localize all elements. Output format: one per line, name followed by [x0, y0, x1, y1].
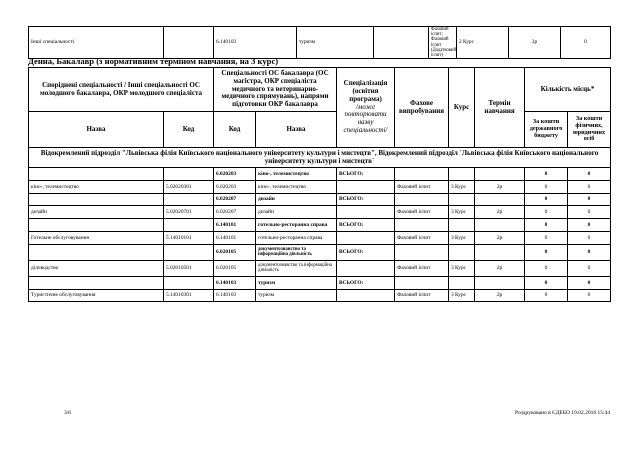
- code-cell: [164, 276, 214, 289]
- carryover-row: [29, 27, 611, 59]
- name2-cell: кіно-, телемистецтво: [256, 168, 337, 181]
- code2-cell: 6.020105: [214, 244, 256, 260]
- header-code2: Код: [214, 112, 256, 148]
- individuals-cell: 0: [568, 219, 611, 232]
- printed-stamp: Роздруковано в ЄДЕБО 19.02.2016 15:44: [515, 410, 610, 416]
- total-row: [29, 193, 611, 206]
- course-cell: 3 Курс: [449, 231, 475, 244]
- name2-cell: туризм: [256, 289, 337, 302]
- spec-cell: [337, 260, 395, 276]
- spec-cell: [337, 289, 395, 302]
- total-label: ВСЬОГО:: [337, 244, 395, 260]
- name-cell: Готельне обслуговування: [29, 231, 164, 244]
- exam-cell: Фаховий іспит: [395, 206, 449, 219]
- code-cell: [164, 244, 214, 260]
- individuals-cell: 0: [568, 193, 611, 206]
- budget-cell: 0: [525, 180, 568, 193]
- name-cell: [29, 219, 164, 232]
- course-cell: 3 Курс: [449, 260, 475, 276]
- budget-cell: 0: [525, 276, 568, 289]
- total-row: [29, 168, 611, 181]
- code2-cell: 6.140101: [214, 219, 256, 232]
- name-cell: Туристичне обслуговування: [29, 289, 164, 302]
- table-row: [29, 289, 611, 302]
- budget-cell: 0: [525, 260, 568, 276]
- exam-cell: [395, 168, 449, 181]
- term-cell: 2р: [475, 289, 525, 302]
- header-name2: Назва: [256, 112, 337, 148]
- header-course: Курс: [449, 68, 475, 148]
- term-cell: 2р: [475, 180, 525, 193]
- name-cell: дизайн: [29, 206, 164, 219]
- code-cell: [164, 193, 214, 206]
- exam-cell: [395, 193, 449, 206]
- code2-cell: 6.020207: [214, 206, 256, 219]
- course-cell: 3 Курс: [449, 289, 475, 302]
- header-term: Термін навчання: [475, 68, 525, 148]
- code-cell: 5.02020701: [164, 206, 214, 219]
- term-cell: 2р: [475, 206, 525, 219]
- exam-cell: [395, 244, 449, 260]
- total-row: [29, 244, 611, 260]
- course-cell: 3 Курс: [449, 206, 475, 219]
- carryover-spec-empty: [374, 27, 429, 59]
- exam-cell: [395, 276, 449, 289]
- total-label: ВСЬОГО:: [337, 168, 395, 181]
- header-specialization-note: /може повторювати назву спеціальності/: [343, 102, 388, 135]
- carryover-term: 3р: [509, 27, 561, 59]
- name2-cell: документознавство та інформаційна діяльність: [256, 260, 337, 276]
- budget-cell: 0: [525, 168, 568, 181]
- budget-cell: 0: [525, 206, 568, 219]
- spec-cell: [337, 180, 395, 193]
- term-cell: [475, 193, 525, 206]
- exam-cell: Фаховий іспит: [395, 260, 449, 276]
- course-cell: [449, 244, 475, 260]
- table-row: [29, 231, 611, 244]
- header-individuals: За кошти фізичних, юридичних осіб: [568, 112, 611, 148]
- carryover-name: Інші спеціальності: [29, 27, 164, 59]
- carryover-course: 2 Курс: [457, 27, 509, 59]
- total-row: [29, 276, 611, 289]
- individuals-cell: 0: [568, 231, 611, 244]
- header-specialization-label: Спеціалізація (освітня програма): [343, 79, 388, 103]
- code2-cell: 6.140103: [214, 276, 256, 289]
- term-cell: [475, 168, 525, 181]
- header-related-group: Споріднені спеціальності / Інші спеціальності ОС молодшого бакалавра, ОКР молодшого спеціаліста: [29, 68, 214, 112]
- header-specialization: [337, 68, 395, 148]
- subunit-row: [29, 148, 611, 168]
- total-label: ВСЬОГО:: [337, 276, 395, 289]
- top-carryover-table: [28, 26, 611, 59]
- name-cell: [29, 193, 164, 206]
- total-label: ВСЬОГО:: [337, 193, 395, 206]
- table-row: [29, 180, 611, 193]
- name2-cell: дизайн: [256, 193, 337, 206]
- individuals-cell: 0: [568, 289, 611, 302]
- name2-cell: готельно-ресторанна справа: [256, 219, 337, 232]
- exam-cell: Фаховий іспит: [395, 289, 449, 302]
- individuals-cell: 0: [568, 180, 611, 193]
- course-cell: [449, 168, 475, 181]
- individuals-cell: 0: [568, 260, 611, 276]
- header-code1: Код: [164, 112, 214, 148]
- individuals-cell: 0: [568, 244, 611, 260]
- budget-cell: 0: [525, 219, 568, 232]
- carryover-code: 6.140103: [214, 27, 297, 59]
- carryover-code-empty: [164, 27, 214, 59]
- code-cell: [164, 219, 214, 232]
- course-cell: 3 Курс: [449, 180, 475, 193]
- name-cell: кіно-, телемистецтво: [29, 180, 164, 193]
- header-row-1: [29, 68, 611, 112]
- spec-cell: [337, 206, 395, 219]
- code2-cell: 6.020207: [214, 193, 256, 206]
- table-row: [29, 260, 611, 276]
- code-cell: 5.14010101: [164, 231, 214, 244]
- header-exam: Фахове випробування: [395, 68, 449, 148]
- header-places: Кількість місць*: [525, 68, 611, 112]
- term-cell: 2р: [475, 231, 525, 244]
- spec-cell: [337, 231, 395, 244]
- header-budget: За кошти державного бюджету: [525, 112, 568, 148]
- name2-cell: готельно-ресторанна справа: [256, 231, 337, 244]
- name2-cell: дизайн: [256, 206, 337, 219]
- course-cell: [449, 219, 475, 232]
- name2-cell: туризм: [256, 276, 337, 289]
- code2-cell: 6.140101: [214, 231, 256, 244]
- name-cell: [29, 244, 164, 260]
- total-label: ВСЬОГО:: [337, 219, 395, 232]
- name-cell: [29, 276, 164, 289]
- name2-cell: документознавство та інформаційна діяльність: [256, 244, 337, 260]
- budget-cell: 0: [525, 289, 568, 302]
- header-name: Назва: [29, 112, 164, 148]
- name-cell: діловодство: [29, 260, 164, 276]
- term-cell: [475, 219, 525, 232]
- name-cell: [29, 168, 164, 181]
- code2-cell: 6.020105: [214, 260, 256, 276]
- individuals-cell: 0: [568, 206, 611, 219]
- code-cell: [164, 168, 214, 181]
- code-cell: 5.02010501: [164, 260, 214, 276]
- code2-cell: 6.140103: [214, 289, 256, 302]
- code-cell: 5.14010301: [164, 289, 214, 302]
- carryover-exam: Фаховий іспит; Фаховий іспит (Додатковий іспит): [429, 27, 457, 59]
- page-number: 3/6: [64, 410, 72, 416]
- header-target-group: Спеціальності ОС бакалавра (ОС магістра, ОКР спеціаліста медичного та ветеринарно-медичного спрямувань), напрями підготовки ОКР бакалавра: [214, 68, 337, 112]
- code2-cell: 6.020203: [214, 180, 256, 193]
- term-cell: 2р: [475, 260, 525, 276]
- term-cell: [475, 276, 525, 289]
- course-cell: [449, 193, 475, 206]
- total-row: [29, 219, 611, 232]
- code2-cell: 6.020203: [214, 168, 256, 181]
- name2-cell: кіно-, телемистецтво: [256, 180, 337, 193]
- subunit-title: Відокремлений підрозділ "Львівська філія Київського національного університету культури і мистецтв", Відокремлений підрозділ `Львівська філія Київського національного університету культури і мистецтв`: [29, 148, 611, 168]
- carryover-speciality: туризм: [297, 27, 374, 59]
- admission-table: [28, 67, 611, 302]
- budget-cell: 0: [525, 193, 568, 206]
- budget-cell: 0: [525, 244, 568, 260]
- individuals-cell: 0: [568, 276, 611, 289]
- budget-cell: 0: [525, 231, 568, 244]
- term-cell: [475, 244, 525, 260]
- course-cell: [449, 276, 475, 289]
- exam-cell: Фаховий іспит: [395, 180, 449, 193]
- exam-cell: [395, 219, 449, 232]
- individuals-cell: 0: [568, 168, 611, 181]
- carryover-budget: 0: [561, 27, 611, 59]
- exam-cell: Фаховий іспит: [395, 231, 449, 244]
- section-title: Денна, Бакалавр (з нормативним терміном навчання, на 3 курс): [28, 56, 279, 66]
- table-row: [29, 206, 611, 219]
- code-cell: 5.02020301: [164, 180, 214, 193]
